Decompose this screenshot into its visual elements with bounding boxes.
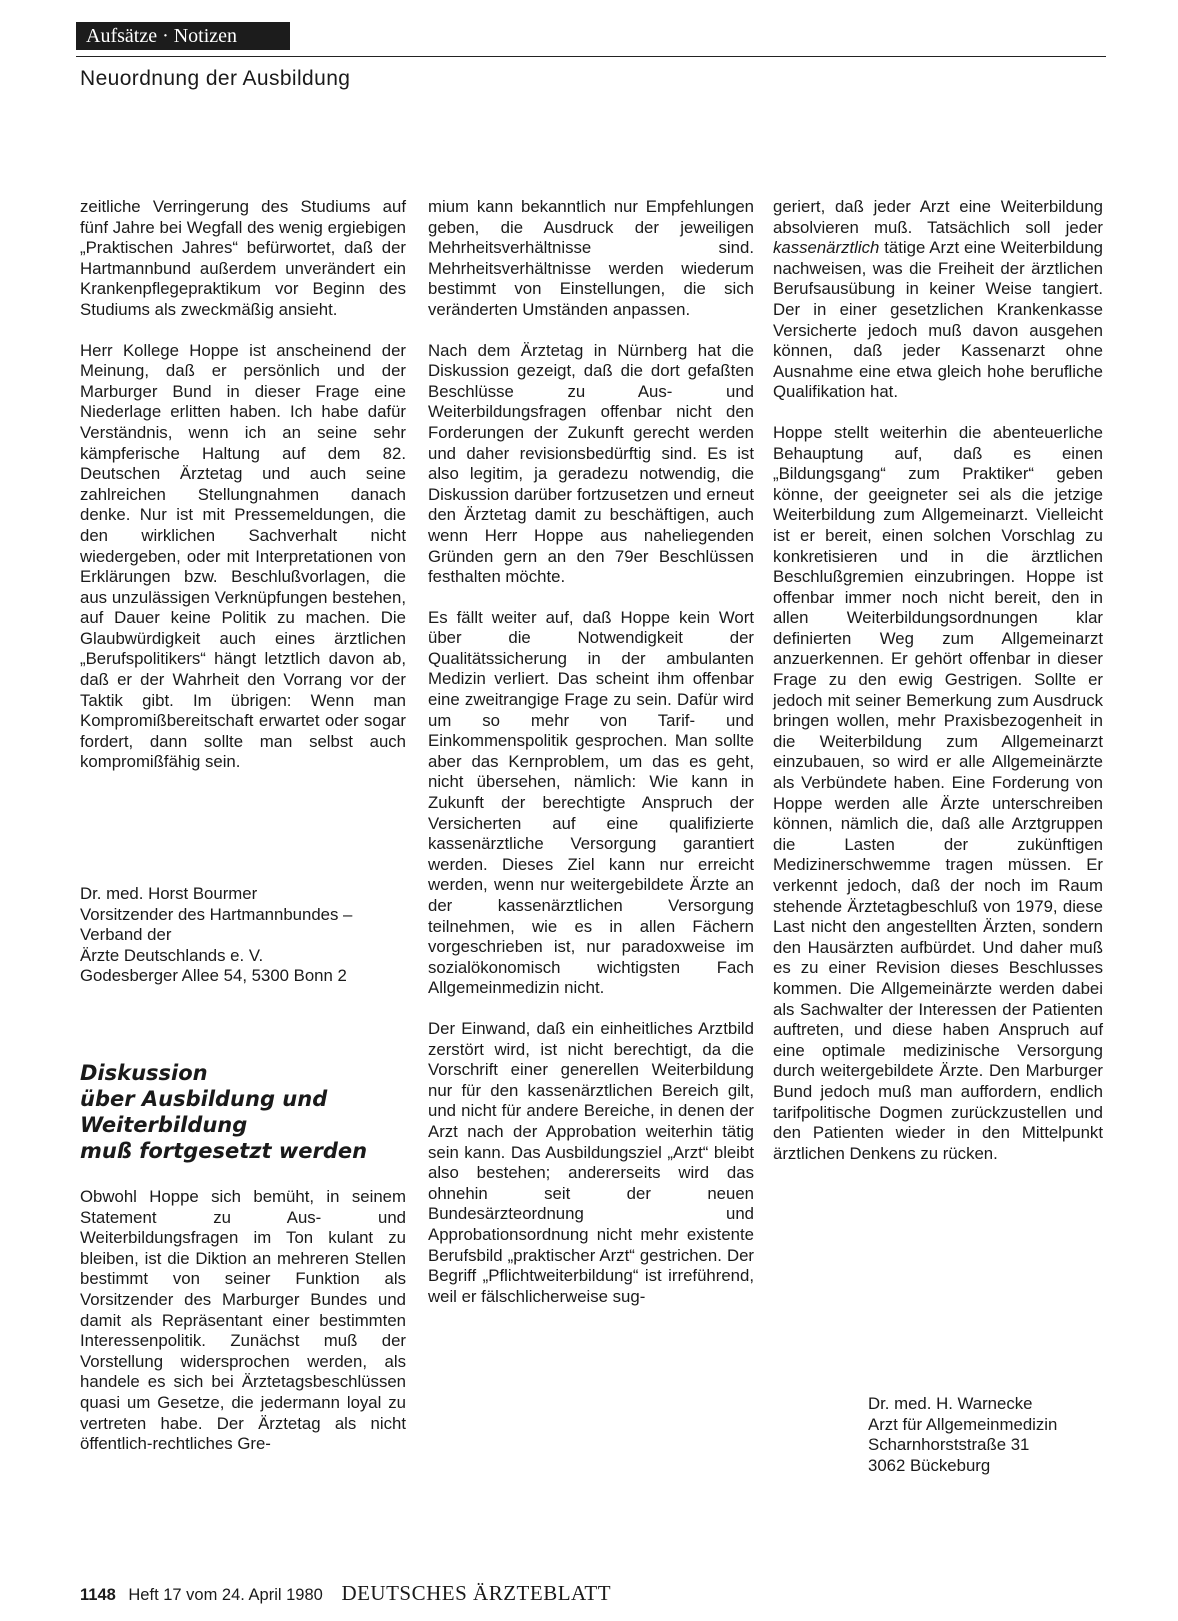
signature-line: Scharnhorststraße 31 [868, 1435, 1030, 1455]
section-label: Aufsätze · Notizen [76, 22, 290, 50]
page-footer [80, 1582, 611, 1606]
signature-line: 3062 Bückeburg [868, 1455, 991, 1475]
paragraph: Nach dem Ärztetag in Nürnberg hat die Diskussion gezeigt, daß die dort gefaßten Beschlüsse zu Aus- und Weiterbildungsfragen offenbar nicht den Forderungen der Zukunft gerecht werden und daher revisionsbedürftig sind. Es ist also legitim, ja geradezu notwendig, die Diskussion darüber fortzusetzen und erneut den Ärztetag damit zu beschäftigen, auch wenn Herr Hoppe aus naheliegenden Gründen gern an den 79er Beschlüssen festhalten möchte. [428, 340, 754, 587]
heading-line: über Ausbildung und [80, 1087, 328, 1111]
page-number: 1148 [80, 1586, 116, 1604]
signature-warnecke [868, 1394, 1057, 1476]
heading-line: muß fortgesetzt werden [80, 1139, 368, 1163]
paragraph: Hoppe stellt weiterhin die abenteuerliche Behauptung auf, daß es einen „Bildungsgang“ zum Praktiker“ geben könne, der geeigneter sei als die jetzige Weiterbildung zum Allgemeinarzt. Vielleicht ist er bereit, einen solchen Vorschlag zu konkretisieren und in die ärztlichen Beschlußgremien einzubringen. Hoppe ist offenbar immer noch nicht bereit, den in allen Weiterbildungsordnungen klar definierten Weg zum Allgemeinarzt anzuerkennen. Er gehört offenbar in dieser Frage zu den ewig Gestrigen. Sollte er jedoch mit seiner Bemerkung zum Ausdruck bringen wollen, mehr Praxisbezogenheit in die Weiterbildung zum Allgemeinarzt einzubauen, so wird er alle Allgemeinärzte als Verbündete haben. Eine Forderung von Hoppe werden alle Ärzte unterschreiben können, nämlich die, daß alle Arztgruppen die Lasten der zukünftigen Medizinerschwemme tragen müssen. Er verkennt jedoch, daß der noch im Raum stehende Ärztetagbeschluß von 1979, diese Last nicht den angestellten Ärzten, sondern den Hausärzten aufbürdet. Und daher muß es zu einer Revision dieses Beschlusses kommen. Die Allgemeinärzte werden dabei als Sachwalter der Interessen der Patienten auftreten, und diese haben Anspruch auf eine optimale medizinische Versorgung durch weitergebildete Ärzte. Den Marburger Bund jedoch muß man auffordern, endlich tarifpolitische Dogmen zurückzustellen und den Patienten wieder in den Mittelpunkt ärztlichen Denkens zu rücken. [773, 422, 1103, 1163]
text-run: geriert, daß jeder Arzt eine Weiterbildung absolvieren muß. Tatsächlich soll jeder [773, 197, 1103, 237]
section-title: Neuordnung der Ausbildung [80, 67, 351, 90]
paragraph: Herr Kollege Hoppe ist anscheinend der Meinung, daß er persönlich und der Marburger Bund in dieser Frage eine Niederlage erlitten haben. Ich habe dafür Verständnis, wenn ich an seine sehr kämpferische Haltung auf dem 82. Deutschen Ärztetag und auch seine zahlreichen Stellungnahmen danach denke. Nur ist mit Pressemeldungen, die den wirklichen Sachverhalt nicht wiedergeben, oder mit Interpretationen von Erklärungen bzw. Beschlußvorlagen, die aus unzulässigen Verknüpfungen bestehen, auf Dauer keine Politik zu machen. Die Glaubwürdigkeit auch eines ärztlichen „Berufspolitikers“ hängt letztlich davon ab, daß er der Wahrheit den Vorrang vor der Taktik gibt. Im übrigen: Wenn man Kompromißbereitschaft erwartet oder sogar fordert, dann sollte man selbst auch kompromißfähig sein. [80, 340, 406, 772]
article-heading [80, 1060, 410, 1164]
column-3 [773, 197, 1103, 1164]
signature-line: Dr. med. H. Warnecke [868, 1394, 1033, 1413]
heading-line: Weiterbildung [80, 1113, 248, 1137]
article-start [80, 1187, 406, 1455]
paragraph: mium kann bekanntlich nur Empfehlungen geben, die Ausdruck der jeweiligen Mehrheitsverhältnisse sind. Mehrheitsverhältnisse werden wiederum bestimmt von Einstellungen, die sich veränderten Umständen anpassen. [428, 197, 754, 319]
paragraph [773, 197, 1103, 403]
column-1 [80, 197, 406, 773]
signature-line: Ärzte Deutschlands e. V. [80, 945, 264, 965]
signature-line: Verband der [80, 925, 172, 945]
column-2 [428, 197, 754, 1307]
signature-line: Godesberger Allee 54, 5300 Bonn 2 [80, 966, 347, 986]
signature-line: Dr. med. Horst Bourmer [80, 884, 258, 903]
paragraph: Obwohl Hoppe sich bemüht, in seinem Statement zu Aus- und Weiterbildungsfragen im Ton kulant zu bleiben, ist die Diktion an mehreren Stellen bestimmt von seiner Funktion als Vorsitzender des Marburger Bundes und damit als Repräsentant einer bestimmten Interessenpolitik. Zunächst muß der Vorstellung widersprochen werden, als handele es sich bei Ärztetagsbeschlüssen quasi um Gesetze, die jedermann loyal zu vertreten habe. Der Ärztetag als nicht öffentlich-rechtliches Gre- [80, 1187, 406, 1454]
text-run: tätige Arzt eine Weiterbildung nachweisen, was die Freiheit der ärztlichen Berufsausübung in keiner Weise tangiert. Der in einer gesetzlichen Krankenkasse Versicherte jedoch muß davon ausgehen können, daß jeder Kassenarzt ohne Ausnahme eine etwa gleich hohe berufliche Qualifikation hat. [773, 238, 1103, 402]
signature-line: Vorsitzender des Hartmannbundes – [80, 904, 353, 924]
heading-line: Diskussion [80, 1061, 208, 1085]
emphasis: kassenärztlich [773, 238, 880, 258]
signature-bourmer [80, 884, 352, 987]
issue-info: Heft 17 vom 24. April 1980 [128, 1586, 323, 1604]
journal-name: DEUTSCHES ÄRZTEBLATT [341, 1581, 612, 1605]
paragraph: zeitliche Verringerung des Studiums auf fünf Jahre bei Wegfall des wenig ergiebigen „Praktischen Jahres“ befürwortet, daß der Hartmannbund außerdem unverändert ein Krankenpflegepraktikum vor Beginn des Studiums als zweckmäßig ansieht. [80, 197, 406, 319]
signature-line: Arzt für Allgemeinmedizin [868, 1414, 1058, 1434]
paragraph: Der Einwand, daß ein einheitliches Arztbild zerstört wird, ist nicht berechtigt, da die Vorschrift einer generellen Weiterbildung nur für den kassenärztlichen Bereich gilt, und nicht für andere Bereiche, in denen der Arzt nach der Approbation weiterhin tätig sein kann. Das Ausbildungsziel „Arzt“ bleibt also bestehen; andererseits wird das ohnehin seit der neuen Bundesärzteordnung und Approbationsordnung nicht mehr existente Berufsbild „praktischer Arzt“ gestrichen. Der Begriff „Pflichtweiterbildung“ ist irreführend, weil er fälschlicherweise sug- [428, 1018, 754, 1306]
header-rule [76, 56, 1106, 57]
paragraph: Es fällt weiter auf, daß Hoppe kein Wort über die Notwendigkeit der Qualitätssicherung in der ambulanten Medizin verliert. Das scheint ihm offenbar eine zweitrangige Frage zu sein. Dafür wird um so mehr von Tarif- und Einkommenspolitik gesprochen. Man sollte aber das Kernproblem, um das es geht, nicht übersehen, nämlich: Wie kann in Zukunft der berechtigte Anspruch der Versicherten auf eine qualifizierte kassenärztliche Versorgung garantiert werden. Dieses Ziel kann nur erreicht werden, wenn nur weitergebildete Ärzte an der kassenärztlichen Versorgung teilnehmen, wie es in allen Fächern vorgeschrieben ist, nur paradoxweise im sozialökonomisch wichtigsten Fach Allgemeinmedizin nicht. [428, 607, 754, 998]
